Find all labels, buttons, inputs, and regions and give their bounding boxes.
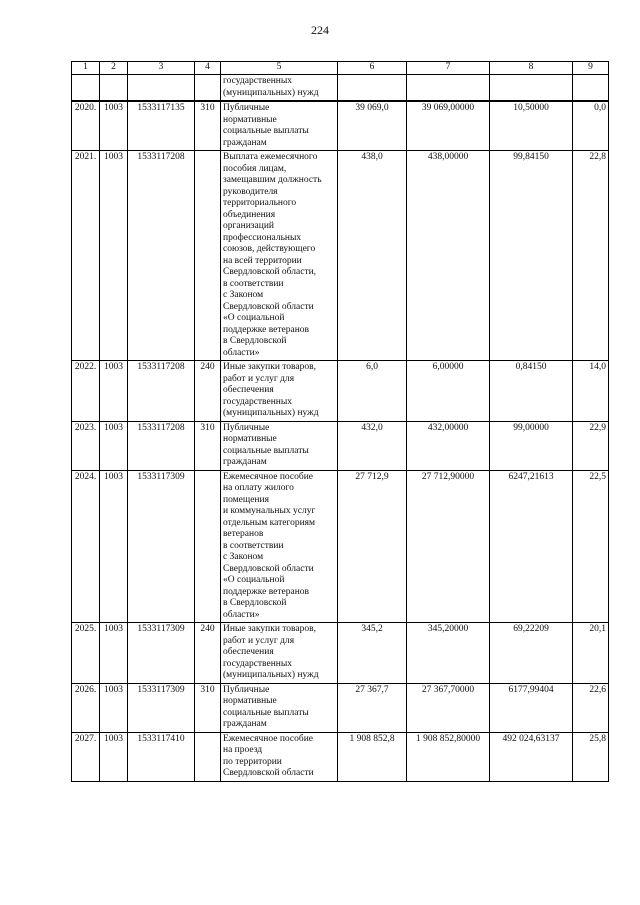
expense-kind: 240: [195, 361, 221, 422]
budget-table: [71, 61, 609, 782]
table-row: [72, 101, 609, 151]
col-header-2: 2: [100, 62, 128, 75]
target-code: 1533117309: [128, 470, 195, 623]
row-description: Иные закупки товаров, работ и услуг для обеспечения государственных (муниципальных) нужд: [221, 623, 338, 684]
expense-kind: [195, 151, 221, 361]
row-number: 2022.: [72, 361, 100, 422]
approved-amount: [407, 75, 490, 102]
expense-kind: 310: [195, 421, 221, 470]
row-description: Публичные нормативные социальные выплаты гражданам: [221, 421, 338, 470]
row-number: 2020.: [72, 101, 100, 151]
table-row: [72, 75, 609, 102]
planned-amount: 27 712,9: [338, 470, 407, 623]
planned-amount: [338, 75, 407, 102]
execution-percent: 22,9: [573, 421, 609, 470]
table-row: [72, 623, 609, 684]
target-code: 1533117410: [128, 732, 195, 781]
execution-percent: 25,8: [573, 732, 609, 781]
row-number: 2023.: [72, 421, 100, 470]
executed-amount: 492 024,63137: [490, 732, 573, 781]
expense-kind: 310: [195, 683, 221, 732]
executed-amount: 99,00000: [490, 421, 573, 470]
planned-amount: 432,0: [338, 421, 407, 470]
execution-percent: 22,5: [573, 470, 609, 623]
target-code: [128, 75, 195, 102]
col-header-8: 8: [490, 62, 573, 75]
table-row: [72, 732, 609, 781]
approved-amount: 6,00000: [407, 361, 490, 422]
row-description: Публичные нормативные социальные выплаты гражданам: [221, 101, 338, 151]
expense-kind: 310: [195, 101, 221, 151]
header-row: [72, 62, 609, 75]
execution-percent: [573, 75, 609, 102]
executed-amount: 6177,99404: [490, 683, 573, 732]
table-row: [72, 683, 609, 732]
execution-percent: 22,6: [573, 683, 609, 732]
target-code: 1533117135: [128, 101, 195, 151]
expense-kind: 240: [195, 623, 221, 684]
target-code: 1533117309: [128, 683, 195, 732]
row-description: Ежемесячное пособие на оплату жилого помещения и коммунальных услуг отдельным категориям ветеранов в соответствии с Законом Свердловской области «О социальной поддержке ветеранов в Свердловской области»: [221, 470, 338, 623]
approved-amount: 27 712,90000: [407, 470, 490, 623]
planned-amount: 27 367,7: [338, 683, 407, 732]
executed-amount: 6247,21613: [490, 470, 573, 623]
row-number: 2025.: [72, 623, 100, 684]
table-row: [72, 151, 609, 361]
planned-amount: 39 069,0: [338, 101, 407, 151]
execution-percent: 0,0: [573, 101, 609, 151]
approved-amount: 1 908 852,80000: [407, 732, 490, 781]
col-header-5: 5: [221, 62, 338, 75]
approved-amount: 432,00000: [407, 421, 490, 470]
execution-percent: 20,1: [573, 623, 609, 684]
table-row: [72, 421, 609, 470]
col-header-3: 3: [128, 62, 195, 75]
section-code: 1003: [100, 421, 128, 470]
row-number: 2026.: [72, 683, 100, 732]
row-number: 2024.: [72, 470, 100, 623]
table-row: [72, 361, 609, 422]
approved-amount: 345,20000: [407, 623, 490, 684]
section-code: 1003: [100, 361, 128, 422]
table-row: [72, 470, 609, 623]
row-description: государственных (муниципальных) нужд: [221, 75, 338, 102]
row-description: Ежемесячное пособие на проезд по территории Свердловской области: [221, 732, 338, 781]
col-header-6: 6: [338, 62, 407, 75]
expense-kind: [195, 732, 221, 781]
section-code: 1003: [100, 101, 128, 151]
col-header-1: 1: [72, 62, 100, 75]
approved-amount: 438,00000: [407, 151, 490, 361]
target-code: 1533117309: [128, 623, 195, 684]
planned-amount: 438,0: [338, 151, 407, 361]
section-code: 1003: [100, 732, 128, 781]
row-description: Публичные нормативные социальные выплаты гражданам: [221, 683, 338, 732]
col-header-4: 4: [195, 62, 221, 75]
planned-amount: 6,0: [338, 361, 407, 422]
target-code: 1533117208: [128, 361, 195, 422]
target-code: 1533117208: [128, 151, 195, 361]
executed-amount: 0,84150: [490, 361, 573, 422]
row-description: Выплата ежемесячного пособия лицам, замещавшим должность руководителя территориального объединения организаций профессиональных союзов, действующего на всей территории Свердловской области, в соответствии с Законом Свердловской области «О социальной поддержке ветеранов в Свердловской области»: [221, 151, 338, 361]
row-number: 2027.: [72, 732, 100, 781]
page-number: 224: [311, 23, 329, 37]
row-description: Иные закупки товаров, работ и услуг для обеспечения государственных (муниципальных) нужд: [221, 361, 338, 422]
section-code: 1003: [100, 470, 128, 623]
executed-amount: 69,22209: [490, 623, 573, 684]
section-code: 1003: [100, 151, 128, 361]
approved-amount: 27 367,70000: [407, 683, 490, 732]
col-header-7: 7: [407, 62, 490, 75]
target-code: 1533117208: [128, 421, 195, 470]
execution-percent: 22,8: [573, 151, 609, 361]
executed-amount: 99,84150: [490, 151, 573, 361]
planned-amount: 1 908 852,8: [338, 732, 407, 781]
execution-percent: 14,0: [573, 361, 609, 422]
expense-kind: [195, 75, 221, 102]
row-number: [72, 75, 100, 102]
col-header-9: 9: [573, 62, 609, 75]
approved-amount: 39 069,00000: [407, 101, 490, 151]
executed-amount: [490, 75, 573, 102]
row-number: 2021.: [72, 151, 100, 361]
section-code: 1003: [100, 623, 128, 684]
section-code: 1003: [100, 683, 128, 732]
section-code: [100, 75, 128, 102]
planned-amount: 345,2: [338, 623, 407, 684]
executed-amount: 10,50000: [490, 101, 573, 151]
expense-kind: [195, 470, 221, 623]
